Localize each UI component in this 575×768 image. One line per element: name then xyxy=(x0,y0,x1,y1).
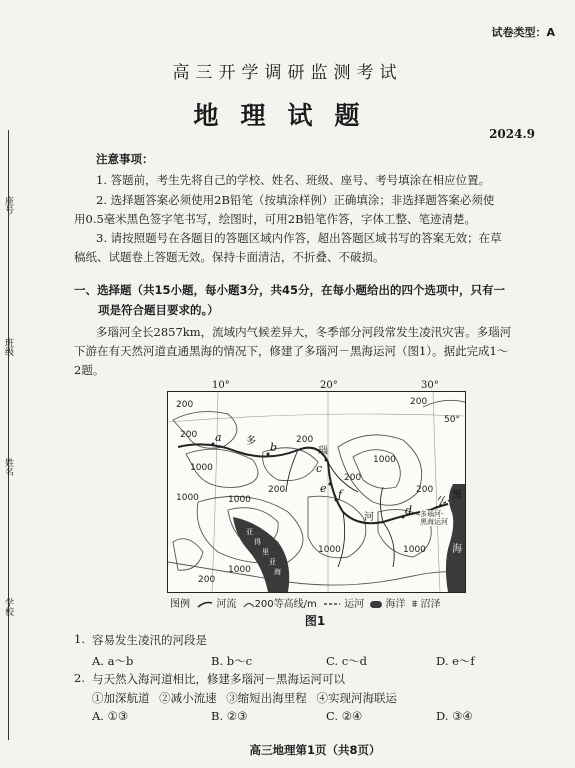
map-legend xyxy=(170,595,441,610)
contour-label: 200 xyxy=(410,397,428,407)
notice-item: 稿纸、试题卷上答题无效。保持卡面清洁，不折叠、不破损。 xyxy=(74,250,385,264)
point-label-b: b xyxy=(270,441,278,454)
contour-label: 1000 xyxy=(403,545,426,555)
school-label: 学校 xyxy=(3,598,13,616)
lon-label: 30° xyxy=(421,380,439,391)
canal-label: 多瑙河- 黑海运河 xyxy=(420,510,448,526)
sea-label: 海 xyxy=(274,568,281,576)
contour-label: 1000 xyxy=(228,495,251,505)
option-c: C. ②④ xyxy=(326,709,363,723)
subject-title: 地理试题 xyxy=(193,101,382,130)
point-label-d: d xyxy=(405,504,413,517)
contour-label: 1000 xyxy=(228,565,251,575)
legend-sea: 海洋 xyxy=(385,599,406,610)
question-number: 1. xyxy=(74,632,85,646)
class-label: 班级 xyxy=(3,338,13,356)
lon-label: 10° xyxy=(212,380,230,391)
figure-caption: 图1 xyxy=(304,614,326,628)
place-label: 河 xyxy=(364,512,374,523)
option-b: B. b～c xyxy=(211,654,253,668)
legend-contour: 200等高线/m xyxy=(254,599,317,610)
intro-text: 2题。 xyxy=(74,363,105,377)
contour-label-group xyxy=(176,397,433,585)
binding-line xyxy=(8,130,9,740)
question-number: 2. xyxy=(74,671,85,685)
legend-marsh: 沼泽 xyxy=(420,599,441,610)
contour-label: 1000 xyxy=(373,455,396,465)
contour-label: 200 xyxy=(268,485,286,495)
contour-label: 200 xyxy=(198,575,216,585)
contour-label: 200 xyxy=(180,430,198,440)
place-label: 海 xyxy=(452,544,462,555)
contour-label: 1000 xyxy=(190,463,213,473)
option-a: A. ①③ xyxy=(92,709,129,723)
contour-label: 200 xyxy=(296,435,314,445)
contour-label: 200 xyxy=(176,400,194,410)
notice-heading: 注意事项： xyxy=(96,152,154,166)
contour-label: 200 xyxy=(344,473,362,483)
question-choices: ①加深航道 ②减小流速 ③缩短出海里程 ④实现河海联运 xyxy=(92,691,397,705)
lat-label: 50° xyxy=(444,415,460,425)
danube-map xyxy=(167,391,466,593)
question-stem: 容易发生凌汛的河段是 xyxy=(92,633,207,647)
point-label-c: c xyxy=(316,462,323,475)
notice-item: 用0.5毫米黑色签字笔书写，绘图时，可用2B铅笔作答，字体工整、笔迹清楚。 xyxy=(74,212,477,226)
contour-label: 1000 xyxy=(318,545,341,555)
question-stem: 与天然入海河道相比，修建多瑙河－黑海运河可以 xyxy=(92,672,345,686)
option-a: A. a～b xyxy=(92,654,134,668)
point-label-e: e xyxy=(320,482,327,495)
point-label-a: a xyxy=(215,431,222,444)
sea-label: 得 xyxy=(254,538,261,546)
intro-text: 下游在有天然河道直通黑海的情况下，修建了多瑙河－黑海运河（图1）。据此完成1～ xyxy=(74,344,509,358)
notice-item: 3. 请按照题号在各题目的答题区域内作答，超出答题区域书写的答案无效；在草 xyxy=(96,231,502,245)
option-d: D. e～f xyxy=(436,654,475,668)
legend-river: 河流 xyxy=(216,599,237,610)
place-label: 黑 xyxy=(452,490,462,501)
paper-type: 试卷类型：A xyxy=(491,26,555,39)
option-d: D. ③④ xyxy=(436,709,473,723)
notice-item: 2. 选择题答案必须使用2B铅笔（按填涂样例）正确填涂；非选择题答案必须使 xyxy=(96,193,495,207)
point-label-f: f xyxy=(338,488,343,501)
page-footer: 高三地理第1页（共8页） xyxy=(249,743,381,757)
river-symbol xyxy=(197,600,213,608)
legend-prefix: 图例 xyxy=(170,599,190,610)
contour-label: 200 xyxy=(416,485,434,495)
lon-label: 20° xyxy=(320,380,338,391)
name-label: 姓名 xyxy=(3,458,13,476)
canal-symbol xyxy=(323,600,341,608)
section-heading: 一、选择题（共15小题，每小题3分，共45分，在每小题给出的四个选项中，只有一 xyxy=(74,283,506,297)
place-label: 瑙 xyxy=(318,446,328,457)
section-heading-cont: 项是符合题目要求的。） xyxy=(98,303,219,317)
place-label: 多 xyxy=(246,436,256,447)
sea-label: 亚 xyxy=(269,558,276,566)
map-svg xyxy=(168,392,465,592)
contour-label: 1000 xyxy=(176,493,199,503)
contour-symbol xyxy=(243,600,255,608)
seat-label: 座号 xyxy=(3,196,13,214)
sea-label: 亚 xyxy=(246,528,253,536)
option-c: C. c～d xyxy=(326,654,368,668)
exam-date: 2024.9 xyxy=(489,127,535,141)
sea-label: 里 xyxy=(262,548,269,556)
sea-symbol xyxy=(370,601,382,608)
exam-title: 高三开学调研监测考试 xyxy=(172,63,403,83)
intro-text: 多瑙河全长2857km，流域内气候差异大，冬季部分河段常发生凌汛灾害。多瑙河 xyxy=(96,325,512,339)
notice-item: 1. 答题前，考生先将自己的学校、姓名、班级、座号、考号填涂在相应位置。 xyxy=(96,173,491,187)
legend-canal: 运河 xyxy=(344,599,365,610)
option-b: B. ②③ xyxy=(211,709,248,723)
marsh-symbol: ⩨ xyxy=(411,599,418,610)
